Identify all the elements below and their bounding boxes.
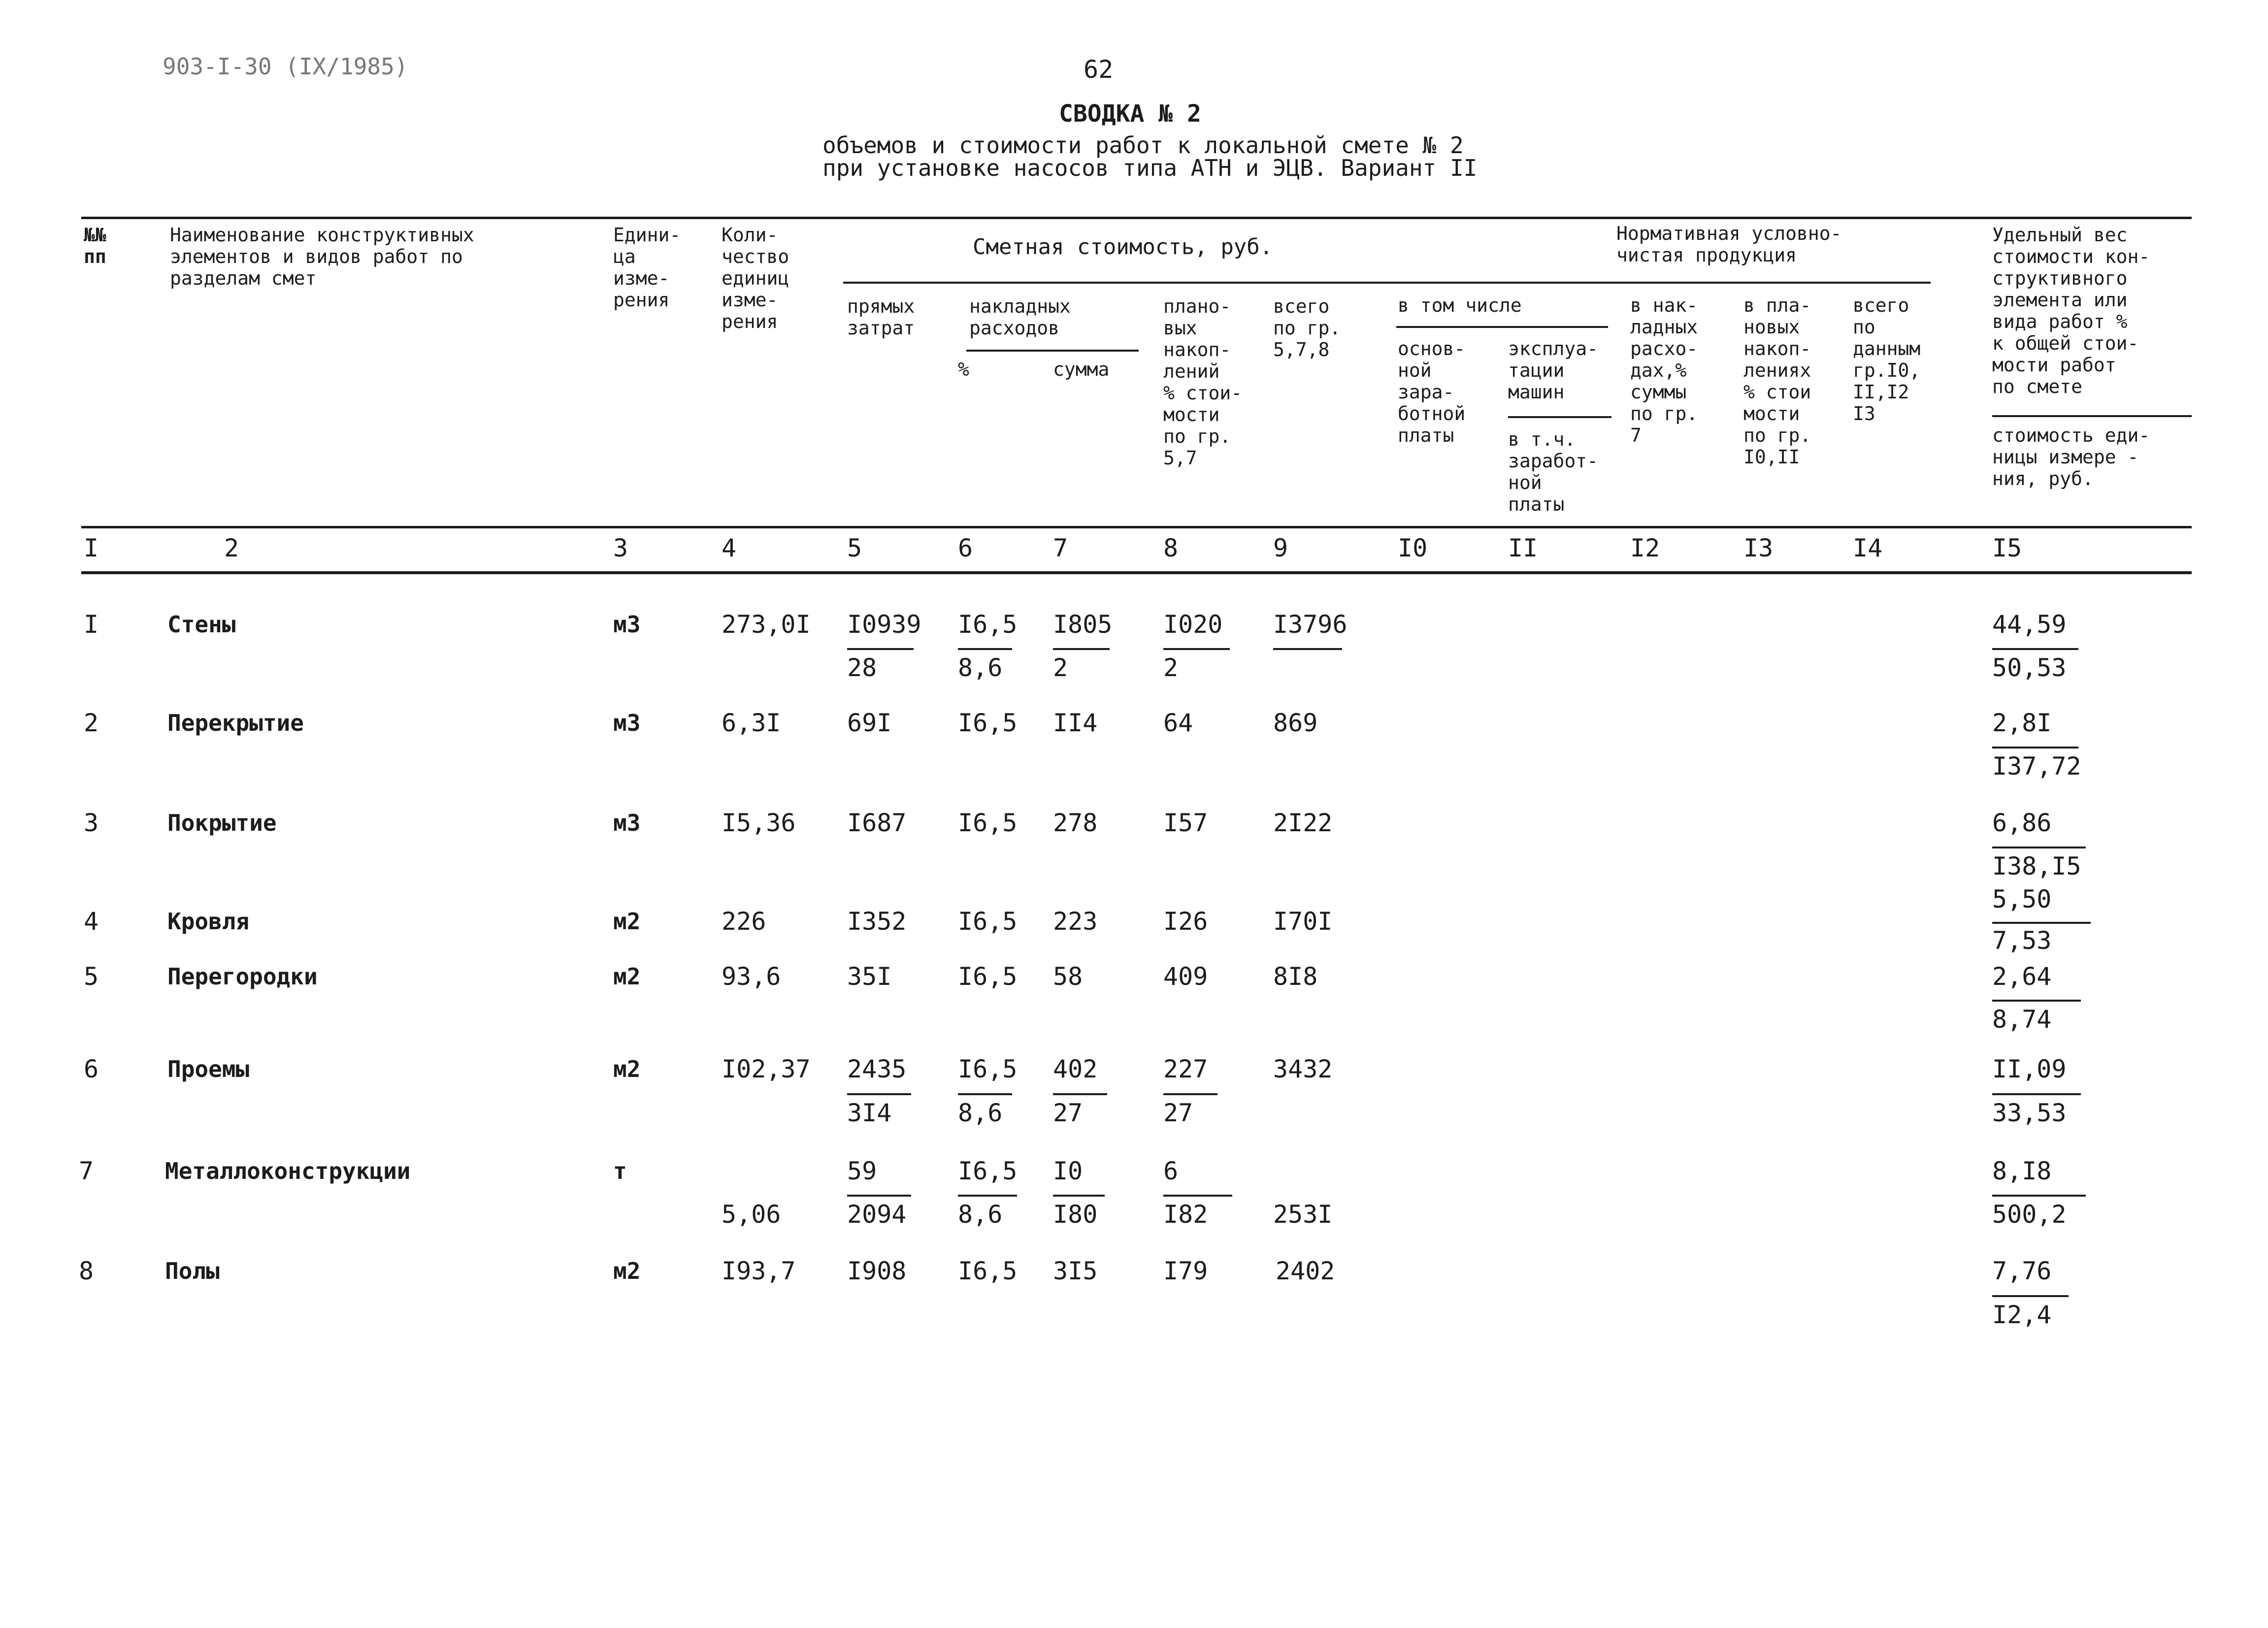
column-number: 8 xyxy=(1163,534,1179,562)
row-unit-cost: I37,72 xyxy=(1992,752,2081,781)
row-planned-sub: 2 xyxy=(1163,653,1179,682)
row-qty: 273,0I xyxy=(722,610,811,639)
header-col-unit: Едини- ца изме- рения xyxy=(613,224,681,311)
header-bottom-rule xyxy=(81,526,2192,528)
row-number: 6 xyxy=(84,1055,99,1083)
fraction-bar xyxy=(1992,747,2078,749)
row-qty: 6,3I xyxy=(722,709,781,737)
header-col-qty: Коли- чество единиц изме- рения xyxy=(722,224,789,332)
fraction-bar xyxy=(958,648,1012,650)
row-direct-sub: 28 xyxy=(847,653,877,682)
machines-sub-rule xyxy=(1508,416,1611,418)
header-col-overhead-pct: % xyxy=(958,358,969,380)
row-direct-sub: 3I4 xyxy=(847,1099,892,1127)
row-overhead-pct-sub: 8,6 xyxy=(958,1200,1003,1229)
row-qty: I02,37 xyxy=(722,1055,811,1083)
row-overhead-pct-sub: 8,6 xyxy=(958,1099,1003,1127)
row-overhead-sum: 58 xyxy=(1053,962,1083,991)
row-weight: 2,8I xyxy=(1992,709,2052,737)
page-number: 62 xyxy=(1084,55,1114,84)
including-group-rule xyxy=(1396,326,1608,328)
row-planned: 6 xyxy=(1163,1157,1179,1185)
fraction-bar xyxy=(1992,922,2091,924)
row-unit-cost: 33,53 xyxy=(1992,1099,2067,1127)
column-number: 3 xyxy=(613,534,628,562)
header-col-norm-total: всего по данным гр.I0, II,I2 I3 xyxy=(1853,294,1921,424)
row-unit-cost: 500,2 xyxy=(1992,1200,2067,1229)
row-unit: м3 xyxy=(613,710,641,736)
row-overhead-pct: I6,5 xyxy=(958,1055,1018,1083)
column-number: 2 xyxy=(224,534,239,562)
document-title: СВОДКА № 2 xyxy=(1059,100,1201,128)
row-weight: 44,59 xyxy=(1992,610,2067,639)
header-col-planned: плано- вых накоп- лений % стои- мости по гр. 5,7 xyxy=(1163,295,1243,469)
row-planned: I57 xyxy=(1163,809,1208,837)
row-unit: м2 xyxy=(613,963,641,990)
row-total: 253I xyxy=(1273,1200,1333,1229)
row-overhead-sum: 223 xyxy=(1053,907,1098,936)
column-number: 4 xyxy=(722,534,737,562)
row-planned: I79 xyxy=(1163,1257,1208,1285)
column-number: I4 xyxy=(1853,534,1883,562)
fraction-bar xyxy=(958,1195,1017,1197)
row-unit-cost: 7,53 xyxy=(1992,926,2052,955)
row-number: 7 xyxy=(79,1157,94,1185)
row-unit-cost: 8,74 xyxy=(1992,1005,2052,1034)
header-col-norm-overhead: в нак- ладных расхо- дах,% суммы по гр. 7 xyxy=(1630,294,1698,446)
row-weight: II,09 xyxy=(1992,1055,2067,1083)
row-direct: I687 xyxy=(847,809,907,837)
row-overhead-pct: I6,5 xyxy=(958,709,1018,737)
row-planned-sub: I82 xyxy=(1163,1200,1208,1229)
header-col-name: Наименование конструктивных элементов и видов работ по разделам смет xyxy=(170,224,474,289)
row-direct: 35I xyxy=(847,962,892,991)
fraction-bar xyxy=(847,648,914,650)
row-overhead-pct-sub: 8,6 xyxy=(958,653,1003,682)
row-name: Перекрытие xyxy=(167,710,304,736)
header-col-specific: Удельный вес стоимости кон- структивного элемента или вида работ % к общей стои- мости работ по смете xyxy=(1992,224,2150,397)
row-unit-cost: 50,53 xyxy=(1992,653,2067,682)
fraction-bar xyxy=(1163,1093,1217,1095)
row-direct: 69I xyxy=(847,709,892,737)
header-col-base-salary: основ- ной зара- ботной платы xyxy=(1398,338,1466,446)
header-col-machines: эксплуа- тации машин xyxy=(1508,338,1599,403)
row-qty: I93,7 xyxy=(722,1257,796,1285)
column-number: 9 xyxy=(1273,534,1288,562)
row-overhead-pct: I6,5 xyxy=(958,907,1018,936)
header-col-total: всего по гр. 5,7,8 xyxy=(1273,295,1341,360)
row-name: Стены xyxy=(167,611,236,638)
row-total: 2402 xyxy=(1276,1257,1335,1285)
row-weight: 8,I8 xyxy=(1992,1157,2052,1185)
row-name: Покрытие xyxy=(167,810,277,836)
row-number: 2 xyxy=(84,709,99,737)
row-unit: м3 xyxy=(613,810,641,836)
header-col-norm-planned: в пла- новых накоп- лениях % стои мости по гр. I0,II xyxy=(1743,294,1811,468)
header-col-specific-sub: стоимость еди- ницы измере - ния, руб. xyxy=(1992,424,2150,489)
row-total: I3796 xyxy=(1273,610,1348,639)
fraction-bar xyxy=(1992,1000,2081,1002)
row-total: 2I22 xyxy=(1273,809,1333,837)
header-group-including: в том числе xyxy=(1398,294,1522,316)
header-group-normative: Нормативная условно- чистая продукция xyxy=(1616,223,1842,266)
row-number: 4 xyxy=(84,907,99,936)
row-planned: 409 xyxy=(1163,962,1208,991)
row-overhead-sum: 278 xyxy=(1053,809,1098,837)
fraction-bar xyxy=(1163,1195,1232,1197)
row-total: 3432 xyxy=(1273,1055,1333,1083)
row-unit: м2 xyxy=(613,908,641,935)
row-planned: I020 xyxy=(1163,610,1223,639)
fraction-bar xyxy=(847,1195,911,1197)
row-unit-cost: I2,4 xyxy=(1992,1301,2052,1329)
row-planned: 64 xyxy=(1163,709,1193,737)
row-direct: 2435 xyxy=(847,1055,907,1083)
row-overhead-pct: I6,5 xyxy=(958,1157,1018,1185)
row-name: Перегородки xyxy=(167,963,318,990)
row-qty: I5,36 xyxy=(722,809,796,837)
header-col-overhead-sum: сумма xyxy=(1053,358,1110,380)
column-numbers-rule xyxy=(81,571,2192,574)
column-number: 7 xyxy=(1053,534,1068,562)
row-overhead-pct: I6,5 xyxy=(958,1257,1018,1285)
header-col-machines-sub: в т.ч. заработ- ной платы xyxy=(1508,428,1599,515)
column-number: I5 xyxy=(1992,534,2022,562)
fraction-bar xyxy=(1992,847,2086,848)
row-unit: м2 xyxy=(613,1056,641,1082)
row-overhead-pct: I6,5 xyxy=(958,809,1018,837)
fraction-bar xyxy=(1992,1195,2086,1197)
row-weight: 2,64 xyxy=(1992,962,2052,991)
fraction-bar xyxy=(1992,1295,2069,1297)
row-unit: м3 xyxy=(613,611,641,638)
row-unit: т xyxy=(613,1158,627,1184)
row-overhead-sum: I0 xyxy=(1053,1157,1083,1185)
row-direct: I0939 xyxy=(847,610,921,639)
row-planned: 227 xyxy=(1163,1055,1208,1083)
fraction-bar xyxy=(847,1093,911,1095)
row-total: 869 xyxy=(1273,709,1318,737)
row-weight: 7,76 xyxy=(1992,1257,2052,1285)
header-col-direct: прямых затрат xyxy=(847,295,915,339)
fraction-bar xyxy=(1053,1093,1107,1095)
overhead-group-rule xyxy=(966,350,1139,352)
column-number: II xyxy=(1508,534,1538,562)
row-total: 8I8 xyxy=(1273,962,1318,991)
specific-sub-rule xyxy=(1992,415,2192,417)
row-overhead-sum-sub: 27 xyxy=(1053,1099,1083,1127)
column-number: 5 xyxy=(847,534,862,562)
row-overhead-sum: II4 xyxy=(1053,709,1098,737)
row-qty: 93,6 xyxy=(722,962,781,991)
row-qty: 5,06 xyxy=(722,1200,781,1229)
subtitle-line-2: при установке насосов типа АТН и ЭЦВ. Вариант II xyxy=(822,155,1478,181)
row-qty: 226 xyxy=(722,907,766,936)
column-number: I3 xyxy=(1743,534,1774,562)
row-overhead-sum: I805 xyxy=(1053,610,1113,639)
normative-group-rule xyxy=(1389,282,1931,284)
row-direct: I352 xyxy=(847,907,907,936)
row-weight: 5,50 xyxy=(1992,885,2052,913)
row-overhead-sum-sub: I80 xyxy=(1053,1200,1098,1229)
row-name: Полы xyxy=(165,1258,220,1284)
fraction-bar xyxy=(1053,648,1110,650)
fraction-bar xyxy=(1163,648,1230,650)
row-planned-sub: 27 xyxy=(1163,1099,1193,1127)
fraction-bar xyxy=(1053,1195,1105,1197)
document-code: 903-I-30 (IX/1985) xyxy=(163,53,408,80)
header-col-no: №№ пп xyxy=(84,224,106,267)
row-total: I70I xyxy=(1273,907,1333,936)
row-planned: I26 xyxy=(1163,907,1208,936)
row-name: Металлоконструкции xyxy=(165,1158,411,1184)
row-direct: 59 xyxy=(847,1157,877,1185)
row-overhead-sum: 3I5 xyxy=(1053,1257,1098,1285)
row-number: 8 xyxy=(79,1257,94,1285)
header-group-cost: Сметная стоимость, руб. xyxy=(973,234,1273,260)
row-overhead-pct: I6,5 xyxy=(958,962,1018,991)
row-number: 3 xyxy=(84,809,99,837)
fraction-bar xyxy=(1992,648,2078,650)
row-direct-sub: 2094 xyxy=(847,1200,907,1229)
row-unit-cost: I38,I5 xyxy=(1992,852,2081,880)
row-overhead-sum: 402 xyxy=(1053,1055,1098,1083)
row-weight: 6,86 xyxy=(1992,809,2052,837)
row-overhead-sum-sub: 2 xyxy=(1053,653,1068,682)
row-direct: I908 xyxy=(847,1257,907,1285)
column-number: I xyxy=(84,534,99,562)
row-name: Кровля xyxy=(167,908,250,935)
header-group-overhead: накладных расходов xyxy=(969,295,1071,339)
row-number: 5 xyxy=(84,962,99,991)
column-number: 6 xyxy=(958,534,973,562)
subtitle-line-1: объемов и стоимости работ к локальной смете № 2 xyxy=(822,132,1464,159)
fraction-bar xyxy=(958,1093,1012,1095)
row-number: I xyxy=(84,610,99,639)
row-unit: м2 xyxy=(613,1258,641,1284)
row-name: Проемы xyxy=(167,1056,250,1082)
column-number: I2 xyxy=(1630,534,1660,562)
column-number: I0 xyxy=(1398,534,1428,562)
fraction-bar xyxy=(1273,648,1342,650)
header-top-rule xyxy=(81,217,2192,219)
fraction-bar xyxy=(1992,1093,2081,1095)
row-overhead-pct: I6,5 xyxy=(958,610,1018,639)
